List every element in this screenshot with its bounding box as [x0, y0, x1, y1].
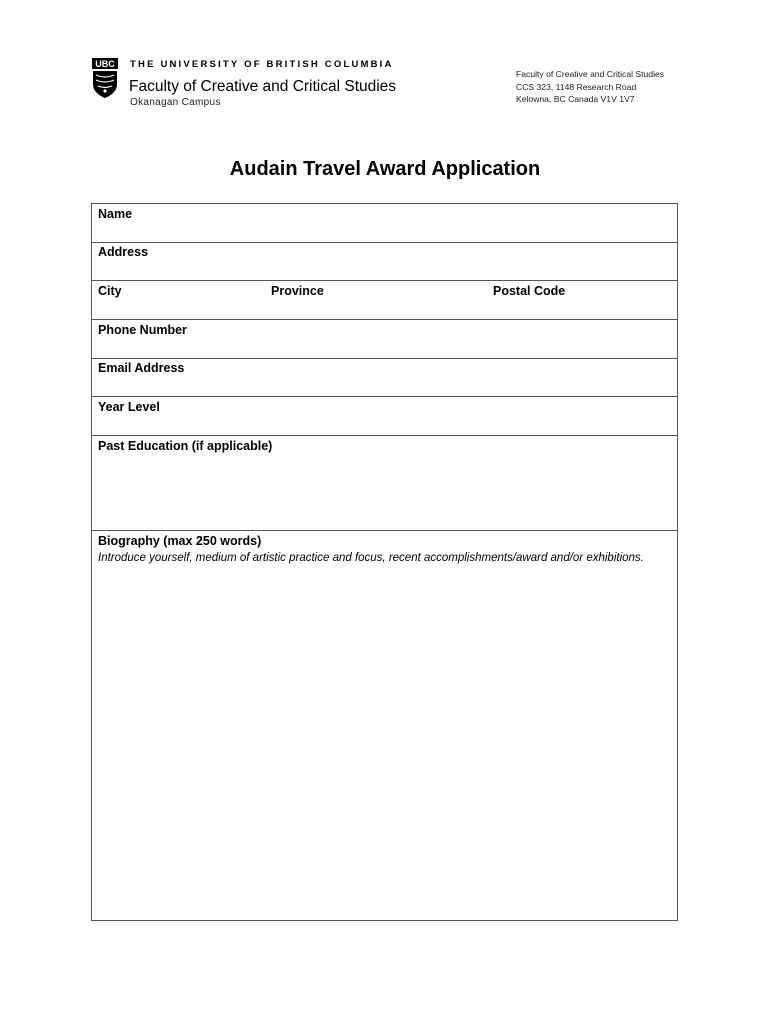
year-level-label: Year Level: [98, 400, 160, 414]
biography-hint: Introduce yourself, medium of artistic practice and focus, recent accomplishments/award and/or exhibitions.: [98, 552, 644, 564]
campus-name: Okanagan Campus: [130, 97, 221, 108]
address-line-3: Kelowna, BC Canada V1V 1V7: [516, 94, 635, 104]
name-label: Name: [98, 207, 133, 221]
address-label: Address: [98, 245, 149, 259]
ubc-crest-icon: [92, 58, 118, 98]
past-education-row[interactable]: [92, 436, 677, 531]
address-line-1: Faculty of Creative and Critical Studies: [516, 69, 665, 79]
svg-text:UBC: UBC: [95, 59, 115, 69]
email-label: Email Address: [98, 361, 185, 375]
biography-row[interactable]: [92, 531, 677, 920]
university-name: THE UNIVERSITY OF BRITISH COLUMBIA: [130, 59, 394, 70]
faculty-name: Faculty of Creative and Critical Studies: [129, 78, 397, 95]
city-province-postal-row: [92, 281, 677, 320]
faculty-address: [516, 68, 664, 106]
name-row[interactable]: [92, 204, 677, 243]
city-label: City: [98, 284, 122, 298]
address-line-2: CCS 323, 1148 Research Road: [516, 81, 637, 92]
address-row[interactable]: [92, 242, 677, 281]
phone-label: Phone Number: [98, 323, 187, 337]
postal-code-label: Postal Code: [493, 284, 566, 298]
application-form: [91, 203, 678, 921]
province-label: Province: [271, 284, 324, 298]
past-education-label: Past Education (if applicable): [98, 439, 273, 453]
email-row[interactable]: [92, 358, 677, 397]
phone-row[interactable]: [92, 320, 677, 359]
document-title: Audain Travel Award Application: [229, 158, 541, 180]
year-level-row[interactable]: [92, 397, 677, 436]
biography-label: Biography (max 250 words): [98, 534, 262, 548]
